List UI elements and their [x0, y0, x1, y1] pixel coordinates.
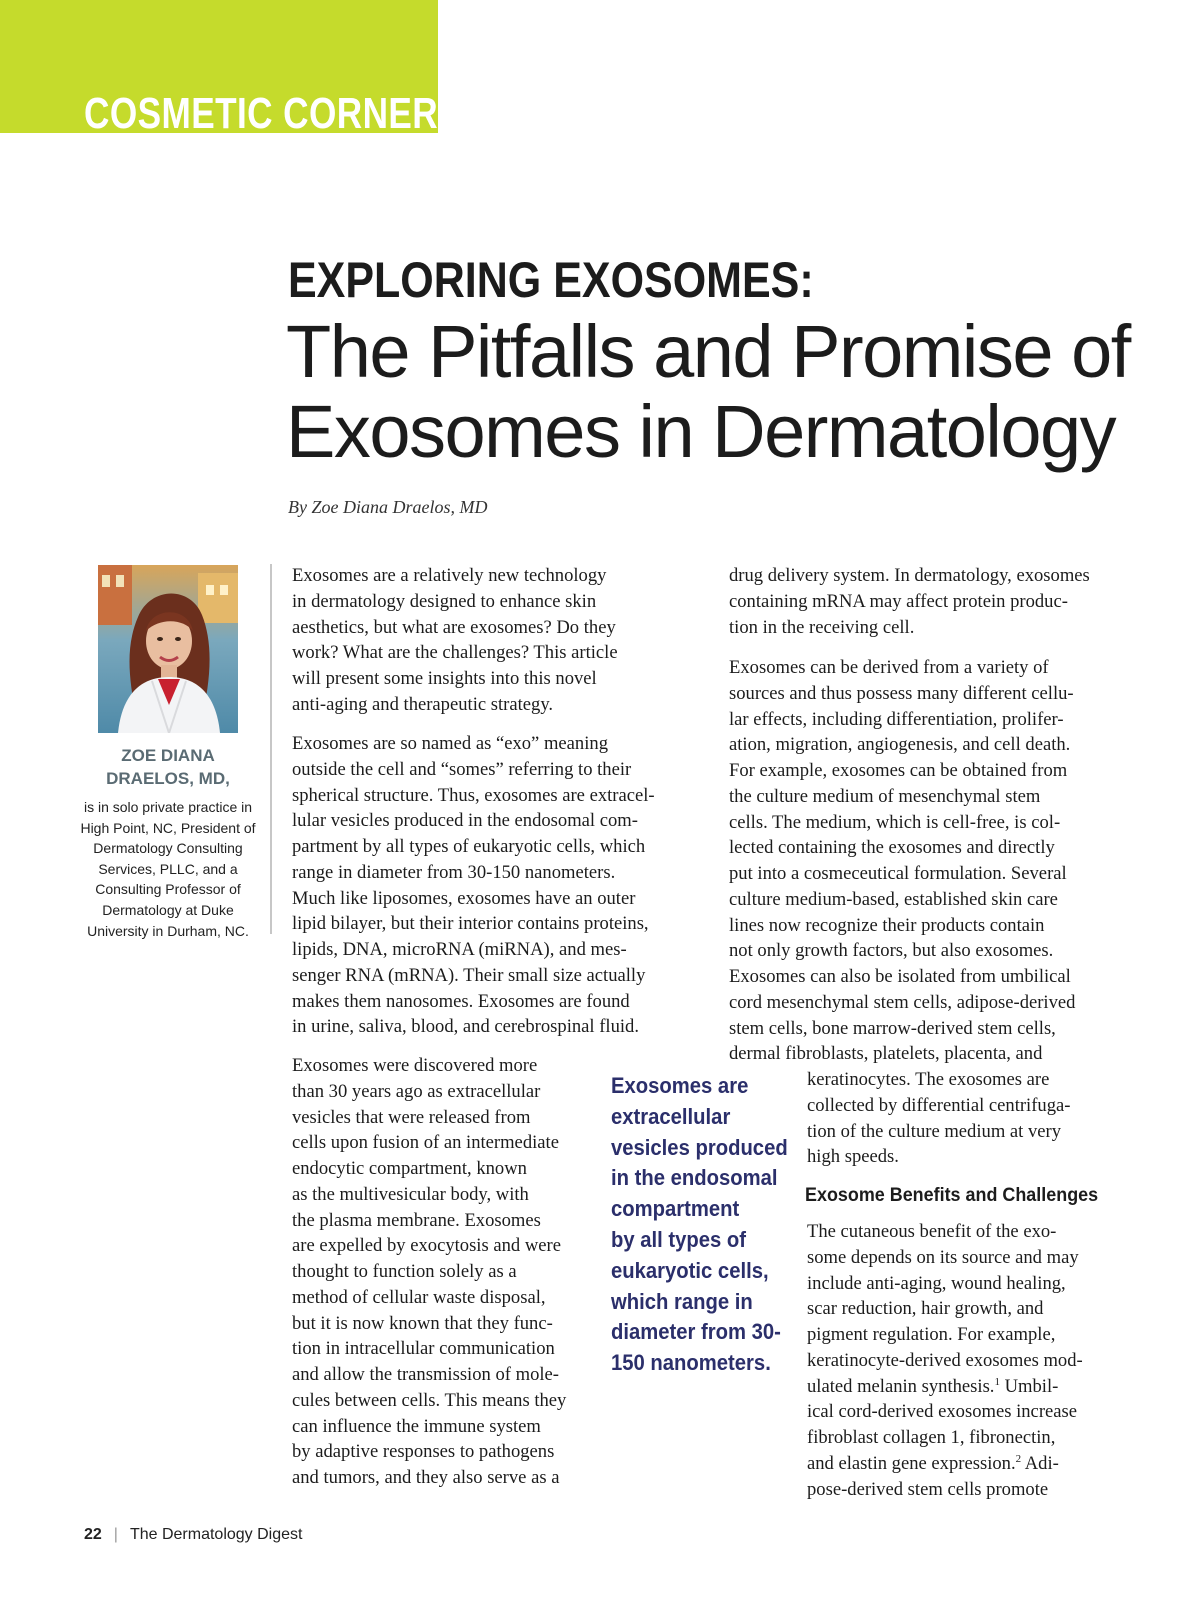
- text-line: Exosomes are a relatively new technology: [292, 565, 607, 586]
- text-line: as the multivesicular body, with: [292, 1183, 529, 1205]
- reference-2: 2: [1015, 1452, 1022, 1465]
- text-line: Much like liposomes, exosomes have an outer: [292, 887, 636, 909]
- text-line: high speeds.: [807, 1146, 899, 1168]
- section-subhead: Exosome Benefits and Challenges: [805, 1184, 1099, 1206]
- text-line: some depends on its source and may: [807, 1246, 1079, 1268]
- text-line: not only growth factors, but also exosomes.: [729, 940, 1054, 962]
- text-line: Exosomes can also be isolated from umbilical: [729, 966, 1071, 987]
- author-photo: [98, 565, 238, 733]
- text-line: than 30 years ago as extracellular: [292, 1080, 541, 1102]
- article-title: [286, 312, 1166, 472]
- text-line: dermal fibroblasts, platelets, placenta, and: [729, 1043, 1043, 1065]
- text-line: and tumors, and they also serve as a: [292, 1467, 560, 1488]
- text-line: [807, 1374, 1083, 1400]
- col1-paragraph-2: [292, 731, 655, 1040]
- text-line: keratinocyte-derived exosomes mod-: [807, 1349, 1083, 1371]
- reference-1: 1: [994, 1375, 1000, 1388]
- text-line: can influence the immune system: [292, 1415, 541, 1437]
- text-line: senger RNA (mRNA). Their small size actually: [292, 964, 646, 986]
- text-fragment: ulated melanin synthesis.: [807, 1375, 995, 1397]
- text-line: collected by differential centrifuga-: [807, 1094, 1071, 1116]
- pull-quote-line: which range in: [611, 1288, 753, 1314]
- text-line: spherical structure. Thus, exosomes are extracel-: [292, 784, 655, 806]
- text-line: work? What are the challenges? This article: [292, 642, 618, 664]
- publication-name: The Dermatology Digest: [129, 1526, 303, 1543]
- title-kicker: EXPLORING EXOSOMES:: [288, 252, 814, 308]
- text-line: endocytic compartment, known: [292, 1158, 527, 1179]
- text-line: lular vesicles produced in the endosomal com-: [292, 810, 638, 832]
- text-line: Exosomes can be derived from a variety of: [729, 657, 1049, 678]
- text-line: The cutaneous benefit of the exo-: [807, 1221, 1057, 1242]
- text-line: makes them nanosomes. Exosomes are found: [292, 990, 630, 1012]
- text-line: thought to function solely as a: [292, 1261, 517, 1282]
- text-line: lipid bilayer, but their interior contains proteins,: [292, 913, 649, 935]
- text-line: scar reduction, hair growth, and: [807, 1298, 1044, 1320]
- pull-quote-line: 150 nanometers.: [611, 1350, 771, 1376]
- text-line: cells upon fusion of an intermediate: [292, 1132, 559, 1154]
- text-line: ation, migration, angiogenesis, and cell death.: [729, 734, 1071, 756]
- author-name: [78, 744, 258, 790]
- pull-quote-line: eukaryotic cells,: [611, 1257, 769, 1283]
- section-label: COSMETIC CORNER: [84, 89, 439, 138]
- text-line: in dermatology designed to enhance skin: [292, 590, 597, 612]
- byline: By Zoe Diana Draelos, MD: [288, 497, 488, 517]
- article-title-line: The Pitfalls and Promise of: [286, 310, 1130, 393]
- pull-quote-line: diameter from 30-: [611, 1319, 781, 1345]
- text-line: tion in intracellular communication: [292, 1338, 555, 1360]
- col2-paragraph-1: [729, 563, 1090, 640]
- text-line: range in diameter from 30-150 nanometers.: [292, 861, 616, 883]
- text-line: method of cellular waste disposal,: [292, 1286, 546, 1308]
- author-name-line: DRAELOS, MD,: [106, 769, 230, 788]
- text-line: in urine, saliva, blood, and cerebrospinal fluid.: [292, 1016, 639, 1038]
- col2-paragraph-2: [729, 655, 1075, 1067]
- text-line: stem cells, bone marrow-derived stem cells,: [729, 1017, 1056, 1039]
- col1-paragraph-3: [292, 1053, 566, 1491]
- text-line: vesicles that were released from: [292, 1106, 531, 1128]
- text-line: pigment regulation. For example,: [807, 1324, 1056, 1345]
- bio-divider: [270, 564, 272, 934]
- text-fragment: Adi-: [1021, 1452, 1059, 1474]
- text-line: lipids, DNA, microRNA (miRNA), and mes-: [292, 939, 627, 960]
- text-line: drug delivery system. In dermatology, exosomes: [729, 565, 1090, 586]
- text-line: tion of the culture medium at very: [807, 1120, 1062, 1142]
- text-line: the culture medium of mesenchymal stem: [729, 785, 1041, 807]
- text-line: fibroblast collagen 1, fibronectin,: [807, 1427, 1056, 1448]
- text-line: cells. The medium, which is cell-free, is col-: [729, 811, 1061, 833]
- col2-paragraph-2-continued: [807, 1067, 1070, 1170]
- text-line: pose-derived stem cells promote: [807, 1478, 1049, 1500]
- text-line: cord mesenchymal stem cells, adipose-derived: [729, 991, 1076, 1013]
- pull-quote-line: in the endosomal: [611, 1165, 778, 1191]
- text-line: lines now recognize their products contain: [729, 914, 1045, 936]
- text-line: but it is now known that they func-: [292, 1312, 553, 1334]
- text-line: and allow the transmission of mole-: [292, 1364, 559, 1385]
- pull-quote-line: vesicles produced: [611, 1134, 788, 1160]
- text-line: will present some insights into this novel: [292, 668, 597, 689]
- article-title-line: Exosomes in Dermatology: [286, 390, 1116, 473]
- text-line: the plasma membrane. Exosomes: [292, 1209, 541, 1231]
- text-line: [807, 1451, 1083, 1477]
- text-fragment: and elastin gene expression.: [807, 1452, 1016, 1474]
- text-line: cules between cells. This means they: [292, 1389, 567, 1411]
- footer-separator: |: [113, 1526, 118, 1543]
- text-line: partment by all types of eukaryotic cells, which: [292, 836, 646, 857]
- text-line: culture medium-based, established skin care: [729, 888, 1058, 910]
- text-line: lar effects, including differentiation, prolifer-: [729, 708, 1064, 730]
- pull-quote-line: by all types of: [611, 1226, 747, 1252]
- text-line: keratinocytes. The exosomes are: [807, 1069, 1050, 1090]
- text-line: tion in the receiving cell.: [729, 616, 915, 638]
- author-portrait-image: [98, 565, 238, 733]
- pull-quote-line: Exosomes are: [611, 1073, 749, 1098]
- text-line: Exosomes were discovered more: [292, 1055, 538, 1076]
- page-footer: [84, 1526, 302, 1544]
- col1-paragraph-1: [292, 563, 618, 718]
- pull-quote-line: extracellular: [611, 1103, 731, 1129]
- text-line: Exosomes are so named as “exo” meaning: [292, 733, 608, 754]
- text-line: lected containing the exosomes and directly: [729, 837, 1055, 859]
- text-line: outside the cell and “somes” referring to their: [292, 758, 632, 780]
- text-line: containing mRNA may affect protein produc-: [729, 590, 1068, 612]
- text-line: anti-aging and therapeutic strategy.: [292, 693, 554, 715]
- text-fragment: Umbil-: [999, 1375, 1059, 1397]
- text-line: ical cord-derived exosomes increase: [807, 1401, 1077, 1423]
- text-line: sources and thus possess many different cellu-: [729, 682, 1074, 704]
- pull-quote: [611, 1071, 801, 1379]
- col2-paragraph-3: [807, 1219, 1083, 1502]
- page-number: 22: [84, 1526, 102, 1543]
- author-bio: is in solo private practice in High Point, NC, President of Dermatology Consulting Services, PLLC, and a Consulting Professor of Dermatology at Duke University in Durham, NC.: [80, 799, 256, 939]
- text-line: include anti-aging, wound healing,: [807, 1272, 1066, 1294]
- text-line: For example, exosomes can be obtained from: [729, 760, 1068, 781]
- author-name-line: ZOE DIANA: [121, 746, 215, 765]
- text-line: by adaptive responses to pathogens: [292, 1441, 555, 1463]
- text-line: aesthetics, but what are exosomes? Do they: [292, 616, 616, 638]
- pull-quote-line: compartment: [611, 1196, 740, 1222]
- text-line: put into a cosmeceutical formulation. Several: [729, 863, 1067, 884]
- text-line: are expelled by exocytosis and were: [292, 1235, 561, 1257]
